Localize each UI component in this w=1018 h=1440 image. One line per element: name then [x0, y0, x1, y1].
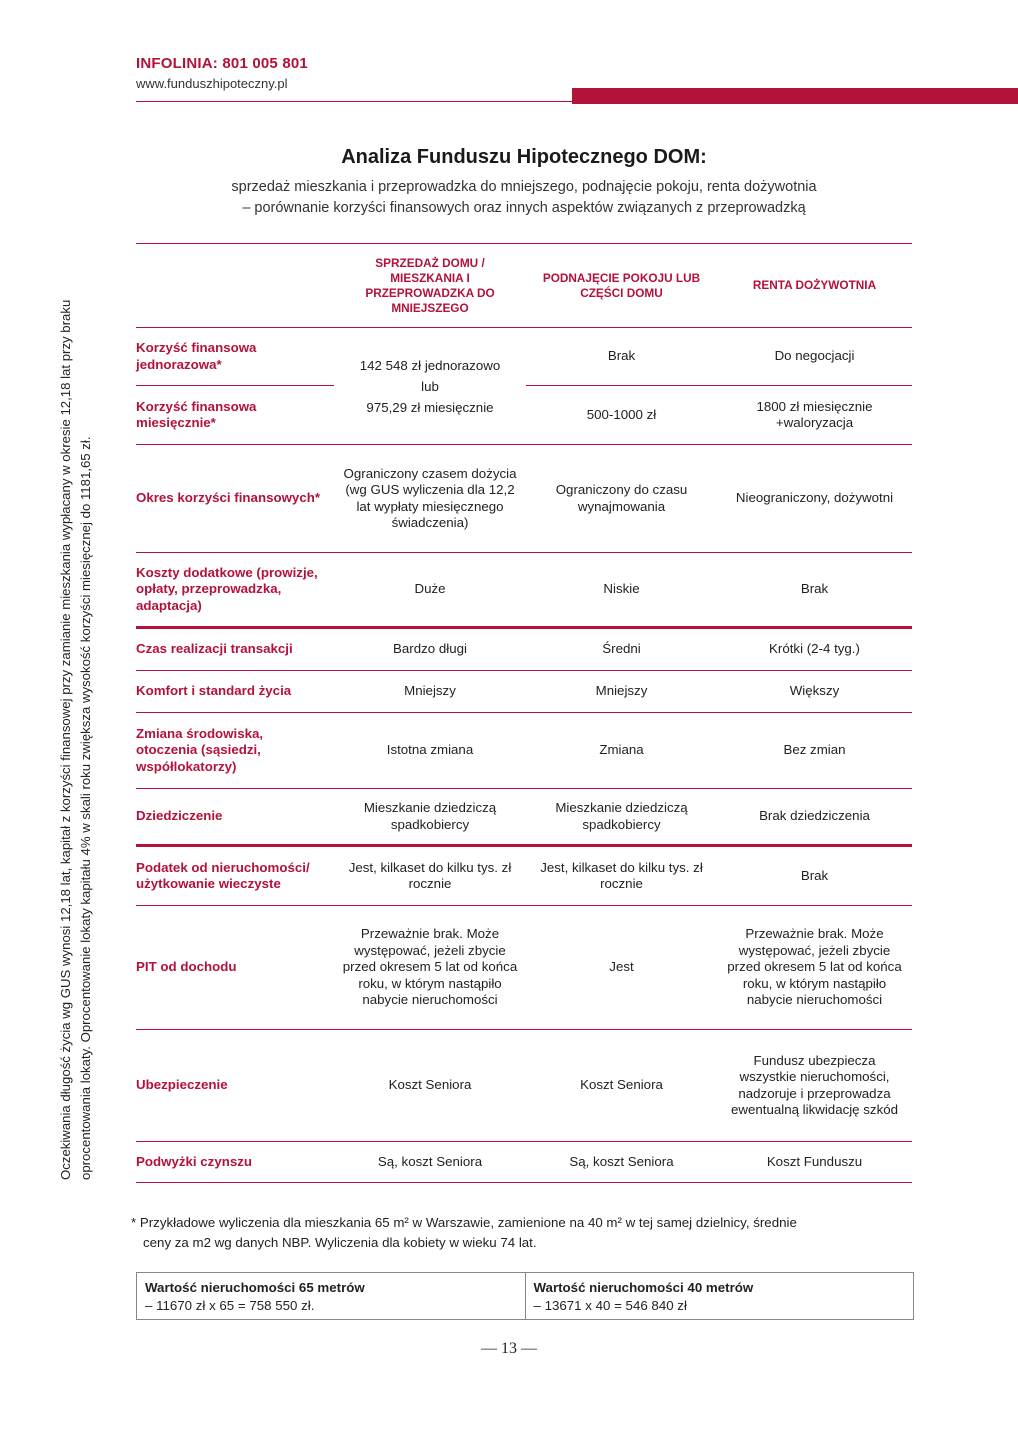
table-cell: Bez zmian — [717, 713, 912, 789]
infolinia-phone: INFOLINIA: 801 005 801 — [136, 55, 308, 72]
table-cell: Średni — [526, 628, 717, 671]
value-40m-calc: – 13671 x 40 = 546 840 zł — [533, 1298, 687, 1313]
footnote-line-1: * Przykładowe wyliczenia dla mieszkania 65 m² w Warszawie, zamienione na 40 m² w tej samej dzielnicy, średnie — [131, 1215, 797, 1230]
table-cell: Jest — [526, 906, 717, 1030]
table-cell: 500-1000 zł — [526, 386, 717, 445]
row-label: Czas realizacji transakcji — [136, 628, 334, 671]
side-note: Oczekiwania długość życia wg GUS wynosi 12,18 lat, kapitał z korzyści finansowej przy zamianie mieszkania wypłacany w okresie 12,18 lat przy braku oprocentowania lokaty. Oprocentowanie lokaty kapitału 4% w skali roku zwiększa wysokość korzyści miesięcznej do 1181,65 zł. — [58, 299, 93, 1180]
website-url[interactable]: www.funduszhipoteczny.pl — [136, 76, 288, 91]
table-row — [136, 628, 912, 671]
table-cell: 1800 zł miesięcznie +waloryzacja — [717, 386, 912, 445]
table-cell: Mieszkanie dziedziczą spadkobiercy — [334, 789, 526, 846]
subtitle-line-2: – porównanie korzyści finansowych oraz innych aspektów związanych z przeprowadzką — [242, 200, 806, 216]
table-row — [136, 328, 912, 386]
row-label: Komfort i standard życia — [136, 671, 334, 713]
row-label: Ubezpieczenie — [136, 1030, 334, 1142]
row-label: Korzyść finansowa jednorazowa* — [136, 328, 334, 386]
table-cell: Brak dziedziczenia — [717, 789, 912, 846]
value-65m — [137, 1273, 525, 1319]
table-cell: Brak — [526, 328, 717, 386]
table-cell: Krótki (2-4 tyg.) — [717, 628, 912, 671]
table-cell: Brak — [717, 553, 912, 628]
table-cell: Przeważnie brak. Może występować, jeżeli zbycie przed okresem 5 lat od końca roku, w którym nastąpiło nabycie nieruchomości — [717, 906, 912, 1030]
table-row — [136, 1030, 912, 1142]
table-cell: Mniejszy — [526, 671, 717, 713]
table-header-row — [136, 244, 912, 328]
table-row — [136, 846, 912, 906]
page-subtitle — [136, 177, 912, 219]
table-cell: Ograniczony czasem dożycia (wg GUS wyliczenia dla 12,2 lat wypłaty miesięcznego świadczenia) — [334, 445, 526, 553]
row-label: Koszty dodatkowe (prowizje, opłaty, przeprowadzka, adaptacja) — [136, 553, 334, 628]
page-title: Analiza Funduszu Hipotecznego DOM: — [341, 146, 707, 168]
row-label: PIT od dochodu — [136, 906, 334, 1030]
footnote — [131, 1213, 921, 1253]
header-accent-bar — [572, 88, 1018, 104]
value-40m — [525, 1273, 914, 1319]
footnote-line-2: ceny za m2 wg danych NBP. Wyliczenia dla kobiety w wieku 74 lat. — [143, 1235, 537, 1250]
table-row — [136, 671, 912, 713]
table-row — [136, 713, 912, 789]
table-row — [136, 553, 912, 628]
table-row — [136, 445, 912, 553]
header-sublet: PODNAJĘCIE POKOJU LUB CZĘŚCI DOMU — [526, 244, 717, 328]
table-cell: Nieograniczony, dożywotni — [717, 445, 912, 553]
table-row — [136, 789, 912, 846]
table-cell: Mniejszy — [334, 671, 526, 713]
table-cell: Jest, kilkaset do kilku tys. zł rocznie — [526, 846, 717, 906]
table-cell: Zmiana — [526, 713, 717, 789]
header-divider — [136, 101, 572, 102]
table-cell: Bardzo długi — [334, 628, 526, 671]
table-cell: Fundusz ubezpiecza wszystkie nieruchomości, nadzoruje i przeprowadza ewentualną likwidację szkód — [717, 1030, 912, 1142]
table-cell: 142 548 zł jednorazowo lub 975,29 zł miesięcznie — [334, 328, 526, 445]
table-cell: Większy — [717, 671, 912, 713]
table-row — [136, 906, 912, 1030]
table-cell: Niskie — [526, 553, 717, 628]
table-cell: Jest, kilkaset do kilku tys. zł rocznie — [334, 846, 526, 906]
property-values-box — [136, 1272, 914, 1320]
table-cell: Istotna zmiana — [334, 713, 526, 789]
row-label: Podwyżki czynszu — [136, 1142, 334, 1183]
value-65m-title: Wartość nieruchomości 65 metrów — [145, 1280, 365, 1295]
header-empty — [136, 244, 334, 328]
row-label: Dziedziczenie — [136, 789, 334, 846]
table-cell: Mieszkanie dziedziczą spadkobiercy — [526, 789, 717, 846]
table-cell: Koszt Seniora — [334, 1030, 526, 1142]
table-cell: Do negocjacji — [717, 328, 912, 386]
value-40m-title: Wartość nieruchomości 40 metrów — [533, 1280, 754, 1295]
table-row — [136, 1142, 912, 1183]
row-label: Korzyść finansowa miesięcznie* — [136, 386, 334, 445]
table-cell: Koszt Seniora — [526, 1030, 717, 1142]
table-cell: Brak — [717, 846, 912, 906]
table-cell: Duże — [334, 553, 526, 628]
table-cell: Przeważnie brak. Może występować, jeżeli zbycie przed okresem 5 lat od końca roku, w którym nastąpiło nabycie nieruchomości — [334, 906, 526, 1030]
table-cell: Są, koszt Seniora — [526, 1142, 717, 1183]
subtitle-line-1: sprzedaż mieszkania i przeprowadzka do mniejszego, podnajęcie pokoju, renta dożywotnia — [231, 179, 817, 195]
header-annuity: RENTA DOŻYWOTNIA — [717, 244, 912, 328]
value-65m-calc: – 11670 zł x 65 = 758 550 zł. — [145, 1298, 315, 1313]
row-label: Podatek od nieruchomości/ użytkowanie wieczyste — [136, 846, 334, 906]
comparison-table — [136, 243, 912, 1183]
table-cell: Ograniczony do czasu wynajmowania — [526, 445, 717, 553]
page-number: — 13 — — [481, 1340, 537, 1357]
row-label: Zmiana środowiska, otoczenia (sąsiedzi, współlokatorzy) — [136, 713, 334, 789]
header-sale: SPRZEDAŻ DOMU / MIESZKANIA I PRZEPROWADZKA DO MNIEJSZEGO — [334, 244, 526, 328]
table-cell: Są, koszt Seniora — [334, 1142, 526, 1183]
row-label: Okres korzyści finansowych* — [136, 445, 334, 553]
table-cell: Koszt Funduszu — [717, 1142, 912, 1183]
